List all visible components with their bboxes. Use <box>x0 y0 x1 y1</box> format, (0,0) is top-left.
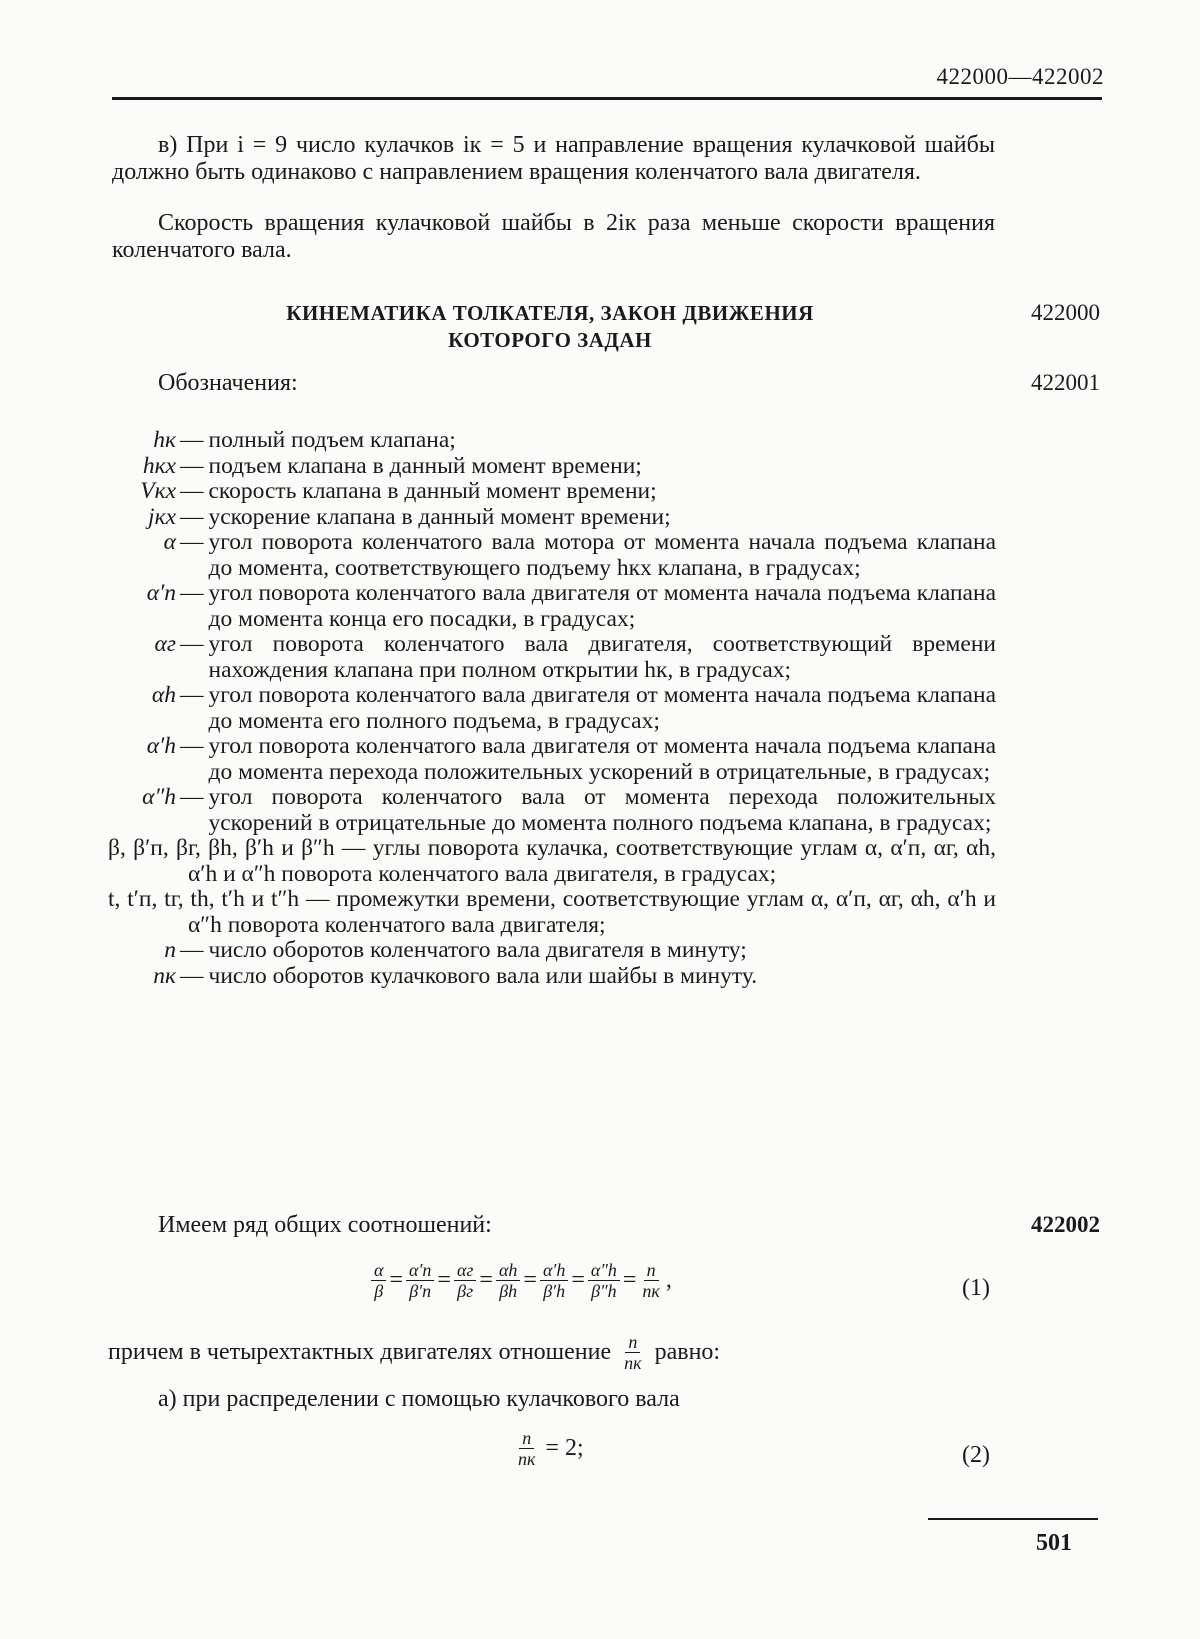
notation-symbol: Vкx <box>140 478 176 504</box>
intro-paragraph-1: в) При i = 9 число кулачков iк = 5 и направление вращения кулачковой шайбы должно быть одинаково с направлением вращения коленчатого вала двигателя. <box>112 132 995 185</box>
section-number: 422000 <box>1031 300 1100 325</box>
equals-sign: = <box>622 1267 637 1293</box>
notation-symbol: αh <box>151 682 176 708</box>
notation-text: число оборотов коленчатого вала двигателя в минуту; <box>208 937 747 963</box>
equals-sign: = <box>479 1267 493 1293</box>
notation-symbol: α′п <box>146 580 176 606</box>
header-section-range: 422000—422002 <box>936 64 1104 89</box>
equation-number-2: (2) <box>962 1442 990 1468</box>
notation-text: угол поворота коленчатого вала мотора от момента начала подъема клапана до момента, соответствующего подъему hкx клапана, в градусах; <box>208 529 996 581</box>
equals-sign: = <box>523 1267 537 1293</box>
fraction: $\frac{\alpha г}{\beta г}$ <box>454 1260 476 1301</box>
notation-text: полный подъем клапана; <box>208 427 456 453</box>
equals-sign: = <box>389 1267 403 1293</box>
notation-item: jкx — ускорение клапана в данный момент времени; <box>108 505 996 531</box>
page-number: 501 <box>1036 1530 1072 1556</box>
fraction: $\frac{\alpha''h}{\beta''h}$ <box>588 1260 620 1301</box>
notation-item: α′h — угол поворота коленчатого вала двигателя от момента начала подъема клапана до момента перехода положительных ускорений в отрицательные, в градусах; <box>108 734 996 785</box>
notation-text: число оборотов кулачкового вала или шайбы в минуту. <box>208 962 758 989</box>
notation-item: nк — число оборотов кулачкового вала или шайбы в минуту. <box>108 964 996 990</box>
notation-text: угол поворота коленчатого вала двигателя от момента начала подъема клапана до момента перехода положительных ускорений в отрицательные, в градусах; <box>208 733 996 785</box>
notation-text: подъем клапана в данный момент времени; <box>208 452 642 479</box>
ratio-text-after: равно: <box>654 1339 721 1365</box>
equation-number-1: (1) <box>962 1275 990 1301</box>
notation-symbol: n <box>164 937 176 963</box>
notation-number: 422001 <box>1031 370 1100 395</box>
section-title-line-2: КОТОРОГО ЗАДАН <box>448 328 652 352</box>
section-title <box>200 300 900 354</box>
ratio-text-before: причем в четырехтактных двигателях отношение <box>108 1339 612 1365</box>
notation-symbol: hкx <box>142 452 176 479</box>
formula-trail: , <box>665 1267 672 1293</box>
fraction: $\frac{\alpha'h}{\beta'h}$ <box>540 1260 568 1301</box>
notation-text: угол поворота коленчатого вала двигателя, соответствующий времени нахождения клапана при полном открытии hк, в градусах; <box>208 631 996 683</box>
fraction: $\frac{\alpha h}{\beta h}$ <box>496 1260 520 1301</box>
fraction: $\frac{n}{nк}$ <box>642 1260 660 1301</box>
section-title-line-1: КИНЕМАТИКА ТОЛКАТЕЛЯ, ЗАКОН ДВИЖЕНИЯ <box>286 301 814 325</box>
ratio-sentence <box>108 1332 720 1373</box>
fraction: $\frac{n}{nк}$ <box>518 1428 536 1469</box>
notation-symbol: α′h <box>146 733 176 759</box>
case-a-text: а) при распределении с помощью кулачкового вала <box>158 1386 680 1412</box>
relations-number: 422002 <box>1031 1212 1100 1237</box>
notation-item: αг — угол поворота коленчатого вала двигателя, соответствующий времени нахождения клапана при полном открытии hк, в градусах; <box>108 632 996 683</box>
formula-2 <box>512 1428 584 1469</box>
notation-beta-item: β, β′п, βг, βh, β′h и β″h — углы поворота кулачка, соответствующие углам α, α′п, αг, αh, α′h и α″h поворота коленчатого вала двигателя, в градусах; <box>108 835 996 887</box>
notation-item: n — число оборотов коленчатого вала двигателя в минуту; <box>108 938 996 964</box>
intro-paragraph-2: Скорость вращения кулачковой шайбы в 2iк раза меньше скорости вращения коленчатого вала. <box>112 210 995 263</box>
notation-symbol: hк <box>153 427 176 453</box>
notation-text: угол поворота коленчатого вала двигателя от момента начала подъема клапана до момента конца его посадки, в градусах; <box>208 580 996 632</box>
notation-symbol: α <box>163 529 176 555</box>
formula-1 <box>368 1260 672 1301</box>
notation-symbol: α″h <box>142 784 176 810</box>
fraction: $\frac{\alpha'п}{\beta'п}$ <box>406 1260 434 1301</box>
notation-text: угол поворота коленчатого вала двигателя от момента начала подъема клапана до момента его полного подъема, в градусах; <box>208 682 996 734</box>
notation-item: Vкx — скорость клапана в данный момент времени; <box>108 479 996 505</box>
fraction: $\frac{\alpha}{\beta}$ <box>371 1260 386 1301</box>
notation-item: α′п — угол поворота коленчатого вала двигателя от момента начала подъема клапана до момента конца его посадки, в градусах; <box>108 581 996 632</box>
notation-symbol: nк <box>153 962 176 989</box>
notation-heading: Обозначения: <box>158 370 298 396</box>
ratio-fraction: $\frac{n}{nк}$ <box>624 1332 642 1373</box>
notation-item: hк — полный подъем клапана; <box>108 428 996 454</box>
notation-item: α″h — угол поворота коленчатого вала от момента перехода положительных ускорений в отрицательные до момента полного подъема клапана, в градусах; <box>108 785 996 836</box>
notation-item: α — угол поворота коленчатого вала мотора от момента начала подъема клапана до момента, соответствующего подъему hкx клапана, в градусах; <box>108 530 996 581</box>
notation-item: hкx — подъем клапана в данный момент времени; <box>108 454 996 480</box>
notation-time-item: t, t′п, tг, th, t′h и t″h — промежутки времени, соответствующие углам α, α′п, αг, αh, α′h и α″h поворота коленчатого вала двигателя; <box>108 886 996 938</box>
notation-text: ускорение клапана в данный момент времени; <box>208 503 671 530</box>
notation-symbol: αг <box>154 631 176 657</box>
notation-list <box>108 428 996 989</box>
notation-text: угол поворота коленчатого вала от момента перехода положительных ускорений в отрицательные до момента полного подъема клапана, в градусах; <box>208 784 996 836</box>
equals-sign: = <box>571 1267 585 1293</box>
footer-rule <box>928 1518 1098 1520</box>
relations-heading: Имеем ряд общих соотношений: <box>158 1212 492 1238</box>
header-rule <box>112 97 1102 100</box>
notation-item: αh — угол поворота коленчатого вала двигателя от момента начала подъема клапана до момента его полного подъема, в градусах; <box>108 683 996 734</box>
notation-text: скорость клапана в данный момент времени; <box>208 478 657 504</box>
notation-symbol: jкx <box>148 503 176 530</box>
equals-sign: = <box>437 1267 451 1293</box>
formula-2-rhs: = 2; <box>545 1435 584 1461</box>
